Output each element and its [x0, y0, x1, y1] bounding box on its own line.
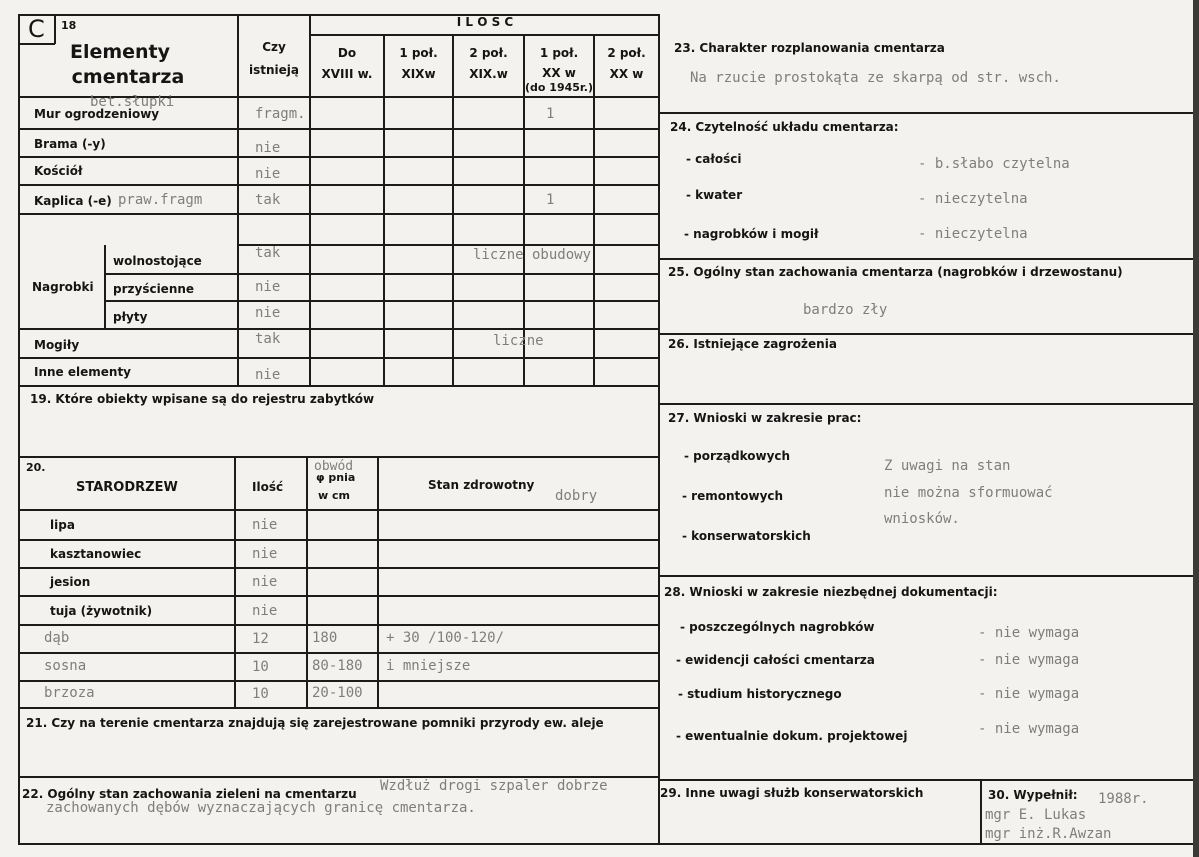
q30-label: 30. Wypełnił: — [988, 788, 1078, 802]
wall-note: bet.słupki — [90, 94, 175, 110]
row-label-graves-wall: przyścienne — [113, 282, 195, 296]
q25-label: 25. Ogólny stan zachowania cmentarza (nagrobków i drzewostanu) — [668, 265, 1123, 279]
chapel-exists: tak — [255, 192, 281, 208]
q23-label: 23. Charakter rozplanowania cmentarza — [674, 41, 945, 55]
tree-name: jesion — [50, 575, 91, 589]
elements-title-line-1: Elementy — [69, 41, 171, 63]
q24-item-label: - nagrobków i mogił — [684, 227, 819, 241]
tree-name: dąb — [44, 630, 70, 646]
q24-item-label: - kwater — [686, 188, 743, 202]
gate-exists: nie — [255, 140, 281, 156]
tree-note: i mniejsze — [386, 658, 471, 674]
tree-qty: 10 — [252, 659, 269, 675]
q24-item-answer: - nieczytelna — [918, 191, 1028, 207]
qty-col-header: (do 1945r.) — [525, 81, 593, 94]
row-label-graves-slab: płyty — [113, 310, 148, 324]
q26-label: 26. Istniejące zagrożenia — [668, 337, 837, 351]
trees-row-line — [18, 539, 659, 541]
q28-item-label: - studium historycznego — [678, 687, 842, 701]
trees-col-girth-1: φ pnia — [316, 471, 356, 484]
exists-col-header-1: Czy — [262, 40, 286, 54]
q28-item-answer: - nie wymaga — [978, 686, 1080, 702]
outer-bottom-border — [18, 843, 1199, 845]
q23-answer: Na rzucie prostokąta ze skarpą od str. wsch. — [690, 70, 1061, 86]
row-label-other: Inne elementy — [34, 365, 132, 379]
trees-col-girth-hand: obwód — [314, 459, 354, 474]
tree-qty: nie — [252, 517, 278, 533]
quantity-title: I L O Ś C — [456, 15, 514, 29]
q22-answer-1: Wzdłuż drogi szpaler dobrze — [380, 778, 608, 794]
mounds-exists: tak — [255, 331, 281, 347]
wall-qty: 1 — [546, 106, 555, 122]
trees-row-line — [18, 595, 659, 597]
trees-row-line — [18, 624, 659, 626]
qty-col-header: XX w — [609, 67, 644, 81]
q22-label: 22. Ogólny stan zachowania zieleni na cmentarzu — [22, 787, 357, 801]
q24-top-line — [658, 112, 1199, 114]
qty-col-header: 2 poł. — [469, 46, 508, 60]
wall-exists: fragm. — [255, 106, 306, 122]
q27-top-line — [658, 403, 1199, 405]
trees-col-divider — [306, 456, 308, 708]
qty-col-header: XIXw — [401, 67, 436, 81]
elements-col-divider — [237, 14, 239, 386]
q28-item-label: - poszczególnych nagrobków — [680, 620, 875, 634]
trees-health-value: dobry — [555, 488, 598, 504]
row-label-graves-free: wolnostojące — [113, 254, 202, 268]
tree-qty: 10 — [252, 686, 269, 702]
row-line — [18, 357, 659, 359]
q25-top-line — [658, 258, 1199, 260]
tree-name: sosna — [44, 658, 87, 674]
qty-col-header: 1 poł. — [399, 46, 438, 60]
tree-name: brzoza — [44, 685, 95, 701]
trees-row-line — [18, 567, 659, 569]
qty-col-header: XX w — [542, 66, 576, 80]
q24-item-answer: - nieczytelna — [918, 226, 1028, 242]
q27-answer: wniosków. — [884, 511, 960, 527]
qty-col-header: XVIII w. — [321, 67, 373, 81]
tree-note: + 30 /100-120/ — [386, 630, 505, 646]
center-divider — [658, 14, 660, 844]
church-exists: nie — [255, 166, 281, 182]
graves-wall-exists: nie — [255, 279, 281, 295]
tree-qty: 12 — [252, 631, 269, 647]
qty-col-4-divider — [593, 34, 595, 386]
q24-item-label: - całości — [686, 152, 742, 166]
card-right-edge — [1193, 0, 1199, 857]
row-label-gate: Brama (-y) — [34, 137, 106, 151]
letter-box-right — [54, 14, 56, 44]
q28-item-answer: - nie wymaga — [978, 652, 1080, 668]
row-line — [104, 273, 659, 275]
q28-top-line — [658, 575, 1199, 577]
q27-item: - konserwatorskich — [682, 529, 811, 543]
trees-col-girth-2: w cm — [318, 489, 350, 502]
mounds-note: liczne — [493, 333, 544, 349]
qty-col-header: 1 poł. — [539, 46, 579, 60]
q26-top-line — [658, 333, 1199, 335]
chapel-note: praw.fragm — [118, 192, 203, 208]
trees-col-divider — [377, 456, 379, 708]
q22-answer-2: zachowanych dębów wyznaczających granicę cmentarza. — [46, 800, 476, 816]
trees-top-line — [18, 456, 659, 458]
q29-top-line — [658, 779, 1199, 781]
letter-box-bottom — [18, 43, 55, 45]
row-line — [18, 328, 659, 330]
trees-title: STARODRZEW — [76, 480, 178, 495]
elements-table-bottom — [18, 385, 659, 387]
card-letter: C — [28, 15, 45, 43]
trees-row-line — [18, 680, 659, 682]
qty-col-header: 2 poł. — [607, 46, 646, 60]
q19-label: 19. Które obiekty wpisane są do rejestru zabytków — [30, 392, 375, 406]
trees-row-line — [18, 652, 659, 654]
trees-table-bottom — [18, 707, 659, 709]
q28-item-label: - ewidencji całości cmentarza — [676, 653, 875, 667]
q30-year: 1988r. — [1098, 791, 1149, 807]
q30-name-2: mgr inż.R.Awzan — [985, 826, 1112, 842]
row-line — [237, 244, 659, 246]
row-label-mounds: Mogiły — [34, 338, 80, 352]
row-line — [18, 213, 659, 215]
trees-col-health: Stan zdrowotny — [428, 478, 535, 492]
row-line — [18, 184, 659, 186]
q29-label: 29. Inne uwagi służb konserwatorskich — [660, 786, 924, 800]
graves-free-exists: tak — [255, 245, 281, 261]
row-line — [104, 300, 659, 302]
row-label-chapel: Kaplica (-e) — [34, 194, 112, 208]
tree-name: kasztanowiec — [50, 547, 142, 561]
q24-item-answer: - b.słabo czytelna — [918, 156, 1070, 172]
q30-divider — [980, 779, 982, 844]
tree-name: lipa — [50, 518, 75, 532]
other-exists: nie — [255, 367, 281, 383]
tree-qty: nie — [252, 546, 278, 562]
qty-col-header: XIX.w — [469, 67, 508, 81]
q24-label: 24. Czytelność układu cmentarza: — [670, 120, 899, 134]
qty-col-header: Do — [337, 46, 357, 60]
tree-girth: 80-180 — [312, 658, 363, 674]
tree-qty: nie — [252, 574, 278, 590]
graves-subcol-divider — [104, 245, 106, 329]
row-line — [18, 156, 659, 158]
outer-left-border — [18, 14, 20, 844]
tree-girth: 180 — [312, 630, 338, 646]
tree-qty: nie — [252, 603, 278, 619]
exists-col-header-2: istnieją — [249, 63, 299, 77]
trees-number: 20. — [26, 461, 46, 474]
q25-answer: bardzo zły — [803, 302, 888, 318]
q28-label: 28. Wnioski w zakresie niezbędnej dokumentacji: — [664, 585, 998, 599]
row-label-wall: Mur ogrodzeniowy — [34, 107, 160, 121]
qty-title-line — [309, 34, 659, 36]
chapel-qty: 1 — [546, 192, 555, 208]
q27-item: - remontowych — [682, 489, 784, 503]
graves-slab-exists: nie — [255, 305, 281, 321]
q28-item-answer: - nie wymaga — [978, 721, 1080, 737]
trees-col-qty: Ilość — [252, 480, 284, 494]
row-line — [18, 128, 659, 130]
tree-girth: 20-100 — [312, 685, 363, 701]
q27-label: 27. Wnioski w zakresie prac: — [668, 411, 862, 425]
q30-name-1: mgr E. Lukas — [985, 807, 1087, 823]
elements-title-line-2: cmentarza — [71, 66, 185, 88]
trees-header-line — [18, 509, 659, 511]
q28-item-answer: - nie wymaga — [978, 625, 1080, 641]
q27-item: - porządkowych — [684, 449, 791, 463]
qty-col-2-divider — [452, 34, 454, 386]
q28-item-label: - ewentualnie dokum. projektowej — [676, 729, 908, 743]
graves-group-label: Nagrobki — [32, 280, 94, 294]
tree-name: tuja (żywotnik) — [50, 604, 153, 618]
card-number: 18 — [61, 19, 77, 32]
row-label-church: Kościół — [34, 164, 83, 178]
q27-answer: nie można sformuować — [884, 485, 1053, 501]
graves-free-note: liczne obudowy — [473, 247, 592, 263]
qty-col-1-divider — [383, 34, 385, 386]
trees-col-divider — [234, 456, 236, 708]
q21-label: 21. Czy na terenie cmentarza znajdują się zarejestrowane pomniki przyrody ew. aleje — [26, 716, 604, 730]
q27-answer: Z uwagi na stan — [884, 458, 1011, 474]
